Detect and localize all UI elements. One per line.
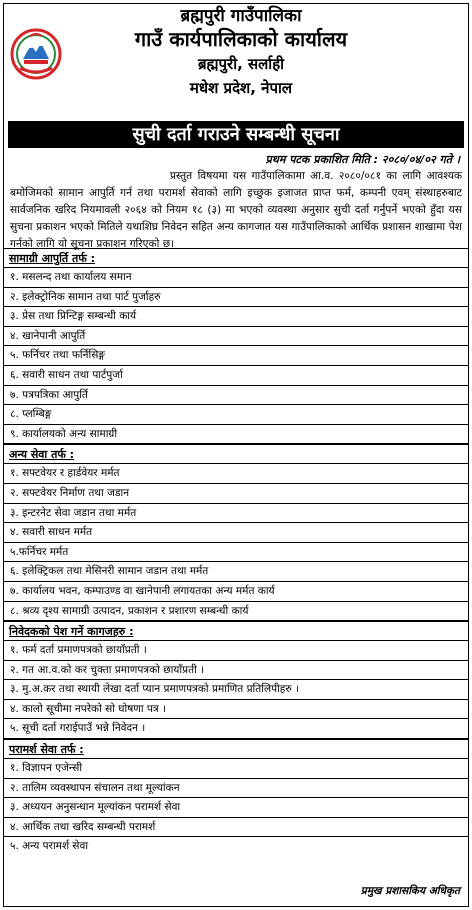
list-item: ५. सूची दर्ता गराईपाउँ भन्ने निवेदन । (4, 719, 468, 739)
list-item: ६. सवारी साधन तथा पार्टपुर्जा (4, 366, 468, 386)
list-item: ४. कालो सूचीमा नपरेको सो घोषणा पत्र । (4, 700, 468, 720)
section-title: सामाग्री आपुर्ति तर्फ : (4, 249, 468, 268)
list-item: २. तालिम व्यवस्थापन संचालन तथा मूल्यांकन (4, 779, 468, 799)
section-supplies (4, 248, 468, 444)
list-item: २. सफ्टवेयर निर्माण तथा जडान (4, 484, 468, 504)
list-item: १. फर्म दर्ता प्रमाणपत्रको छायाँप्रती । (4, 641, 468, 661)
notice-page (3, 3, 469, 907)
section-consulting-services (4, 739, 468, 857)
list-item: ५. अन्य परामर्श सेवा (10, 840, 89, 853)
list-item: ८. प्लम्बिङ्ग (4, 405, 468, 425)
list-item: ३. प्रेस तथा प्रिन्टिङ्ग सम्बन्धी कार्य (4, 307, 468, 327)
list-item: ४. खानेपानी आपुर्ति (4, 327, 468, 347)
list-item: ८. श्रव्य दृश्य सामाग्री उत्पादन, प्रकाशन र प्रशारण सम्बन्धी कार्य (4, 602, 468, 622)
notice-header (4, 8, 468, 121)
list-item: ३. अध्ययन अनुसन्धान मूल्यांकन परामर्श सेवा (4, 798, 468, 818)
list-item: ५. फर्निचर तथा फर्निसिङ्ग (4, 346, 468, 366)
list-item: ३. मु.अ.कर तथा स्थायी लेखा दर्ता प्यान प्रमाणपत्रको प्रमाणित प्रतिलिपीहरु । (4, 680, 468, 700)
list-item: १. मसलन्द तथा कार्यालय समान (4, 268, 468, 288)
list-item: ७. कार्यालय भवन, कम्पाउण्ड वा खानेपानी लगायतका अन्य मर्मत कार्य (4, 582, 468, 602)
list-item: ५.फर्निचर मर्मत (4, 543, 468, 563)
list-item: ७. पत्रपत्रिका आपुर्ति (4, 386, 468, 406)
list-item: १. विज्ञापन एजेन्सी (4, 759, 468, 779)
intro-paragraph (4, 168, 468, 248)
list-item: ९. कार्यालयको अन्य सामाग्री (4, 425, 468, 445)
section-title: अन्य सेवा तर्फ : (4, 445, 468, 464)
section-required-documents (4, 621, 468, 739)
office-title: गाउँ कार्यपालिकाको कार्यालय (134, 27, 348, 51)
intro-text: प्रस्तुत विषयमा यस गाउँपालिकामा आ.व. २०८०/०८१ का लागि आवश्यक बमोजिमको सामान आपुर्ति गर्न तथा परामर्श सेवाको लागि इच्छुक इजाजत प्राप्त फर्म, कम्पनी एवम् संस्थाहरुबाट सार्वजनिक खरिद नियमावली २०६४ को नियम १८ (३) मा भएको व्यवस्था अनुसार सुची दर्ता गर्नुपर्ने भएको हुँदा यस सुचना प्रकाशन भएको मितिले यथाशिघ्र निवेदन सहित अन्य कागजात यस गाउँपालिकाको आर्थिक प्रशासन शाखामा पेश गर्नको लागि यो सूचना प्रकाशन गरिएको छ। (10, 170, 462, 250)
publication-date: प्रथम पटक प्रकाशित मिति : २०८०/०४/०२ गते । (265, 153, 460, 166)
section-title: परामर्श सेवा तर्फ : (4, 740, 468, 759)
list-item: ४. सवारी साधन मर्मत (4, 523, 468, 543)
office-name: ब्रह्मपुरी गाउँपालिका (180, 6, 302, 26)
nepal-emblem-icon (10, 28, 62, 80)
list-item: ३. इन्टरनेट सेवा जडान तथा मर्मत (4, 504, 468, 524)
list-item: २. इलेक्ट्रोनिक सामान तथा पार्ट पुर्जाहरु (4, 288, 468, 308)
signature-title: प्रमुख प्रशासकिय अधिकृत (360, 885, 460, 897)
office-province: मधेश प्रदेश, नेपाल (189, 79, 293, 97)
office-location: ब्रह्मपुरी, सर्लाही (197, 55, 285, 73)
notice-title-banner: सुची दर्ता गराउने सम्बन्धी सूचना (8, 121, 464, 148)
list-item: १. सफ्टवेयर र हार्डवेयर मर्मत (4, 464, 468, 484)
list-item: ६. इलेक्ट्रिकल तथा मेसिनरी सामान जडान तथा मर्मत (4, 562, 468, 582)
list-item: ४. आर्थिक तथा खरिद सम्बन्धी परामर्श (4, 818, 468, 838)
list-item: २. गत आ.व.को कर चुक्ता प्रमाणपत्रको छायाँप्रती । (4, 661, 468, 681)
section-title: निवेदकको पेश गर्ने कागजहरु : (4, 622, 468, 641)
section-other-services (4, 444, 468, 621)
